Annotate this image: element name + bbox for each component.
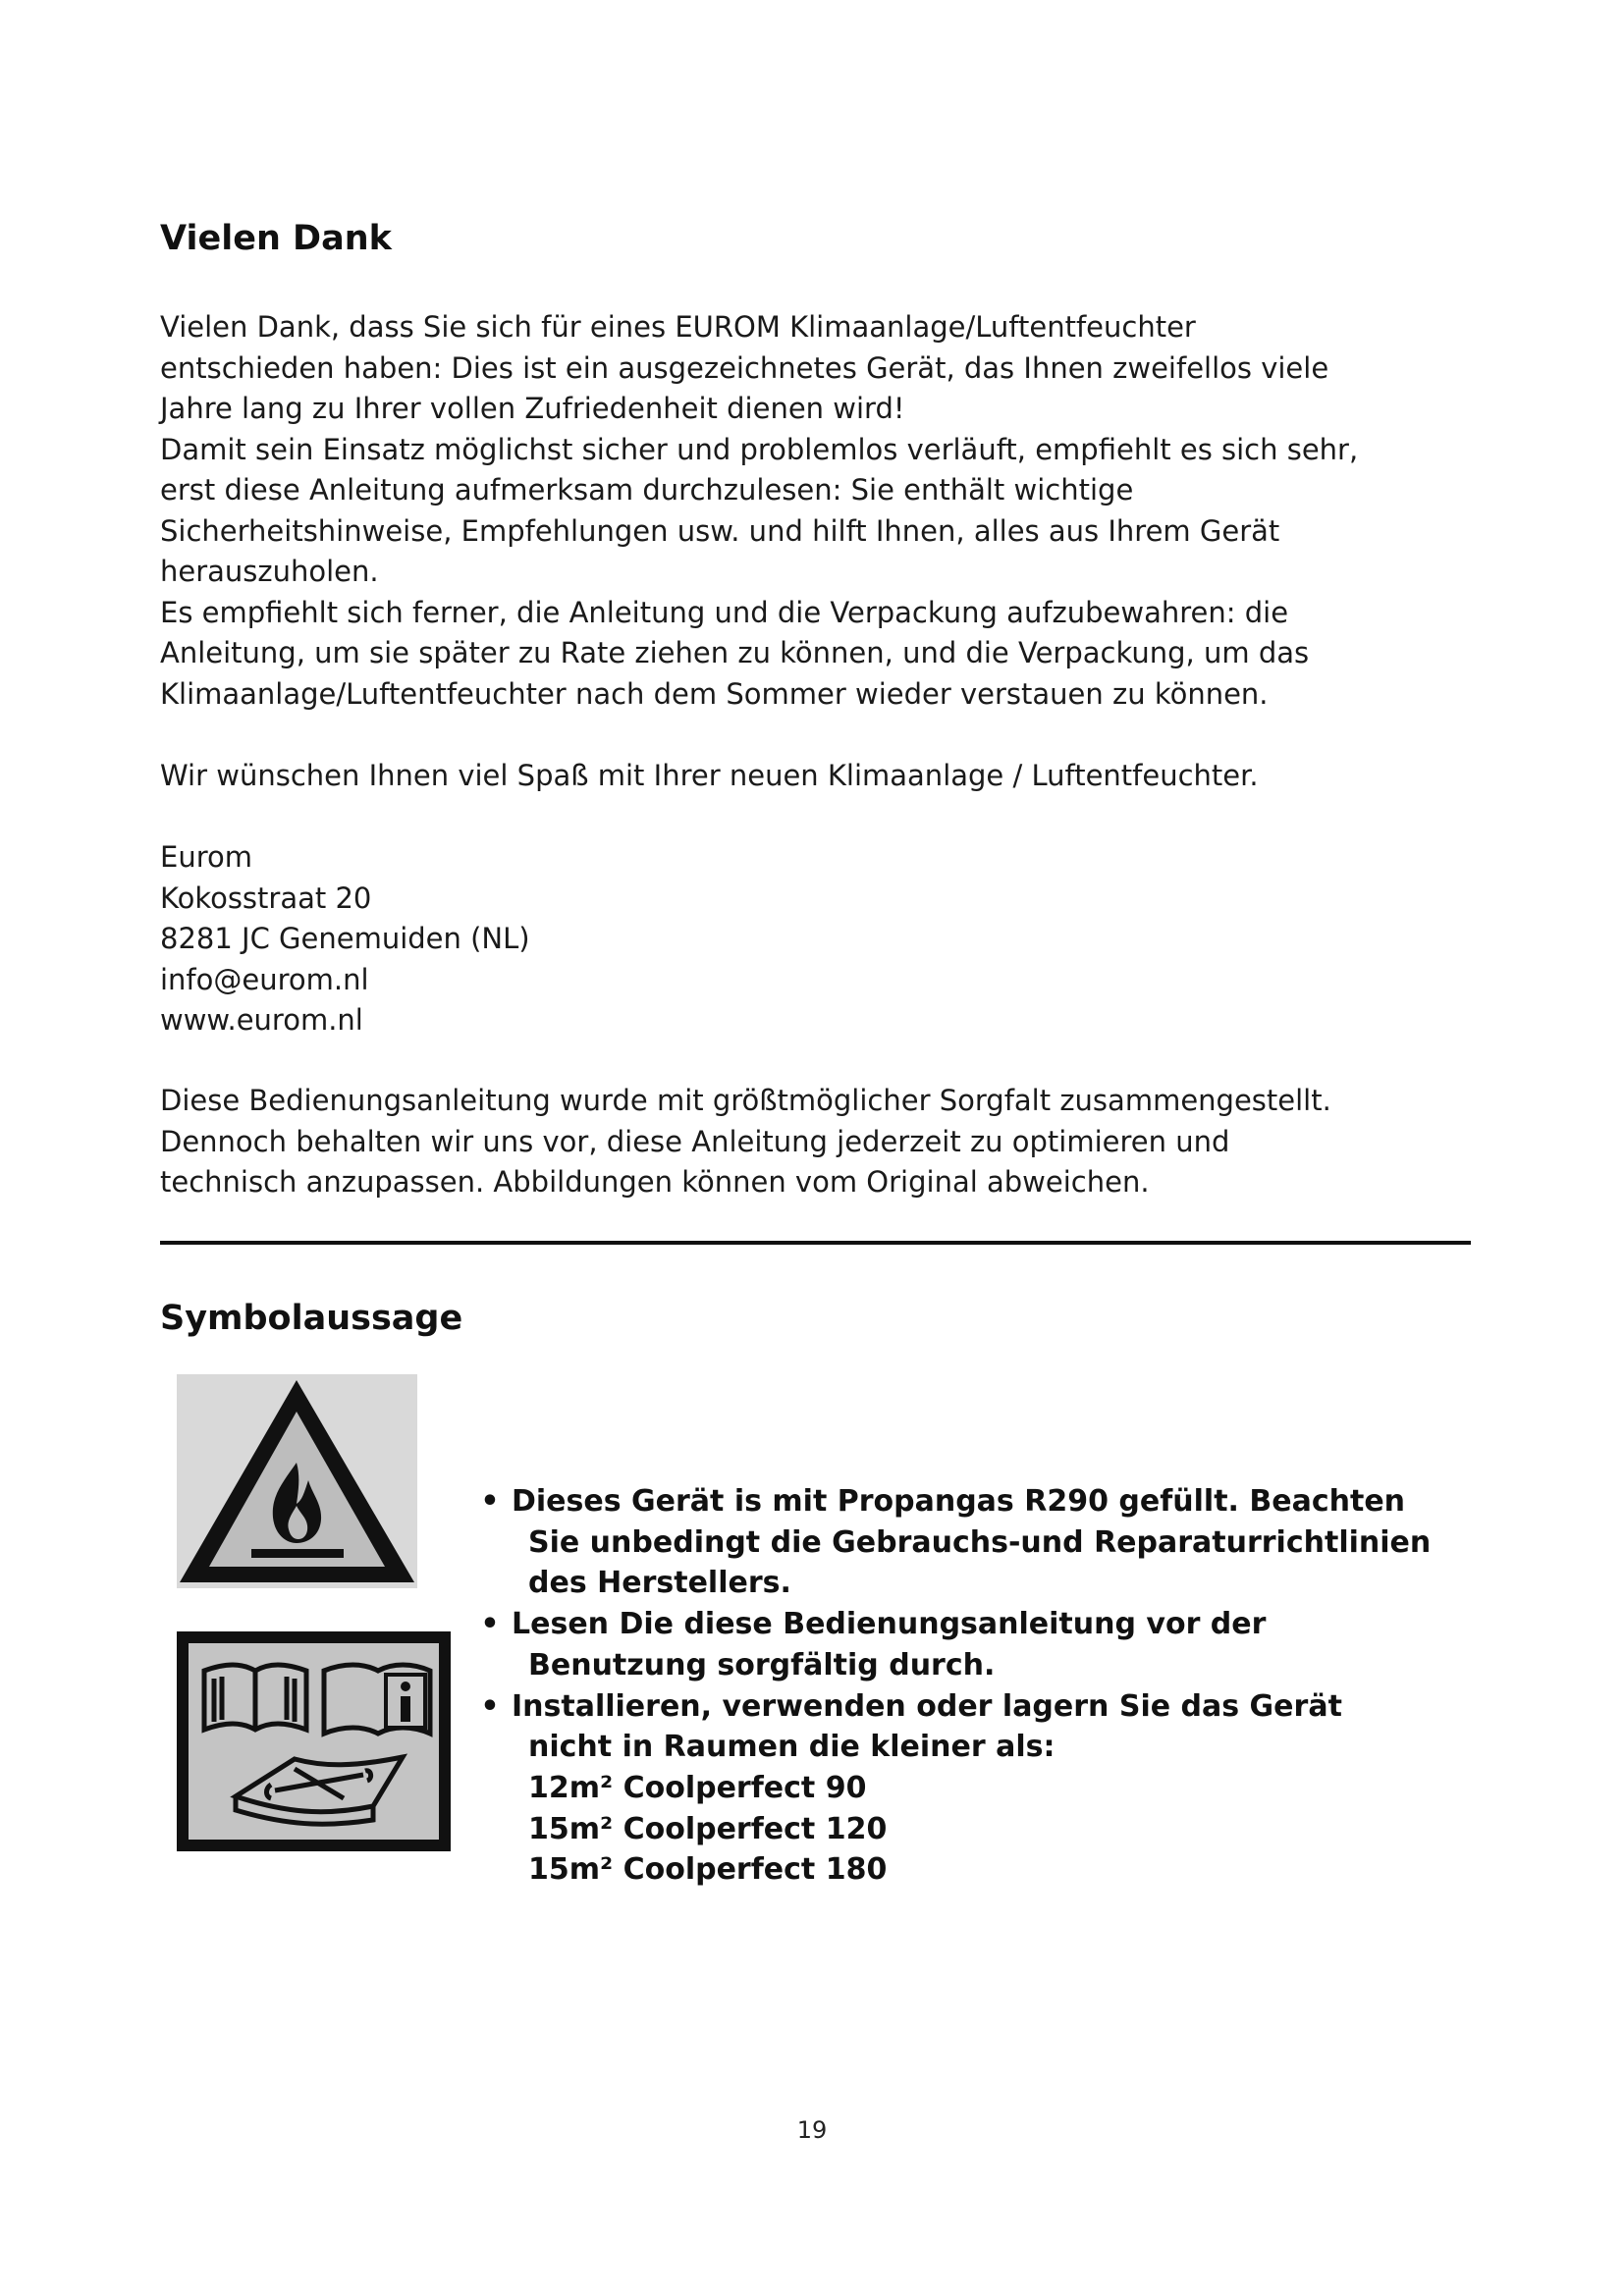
bullet-text: Lesen Die diese Bedienungsanleitung vor der [512, 1607, 1267, 1642]
intro-line: Anleitung, um sie später zu Rate ziehen zu können, und die Verpackung, um das [160, 636, 1310, 669]
bullet-text: Sie unbedingt die Gebrauchs-und Reparaturrichtlinien [528, 1524, 1432, 1560]
room-size-requirement: 12m² Coolperfect 90 [528, 1770, 867, 1805]
disclaimer-line: technisch anzupassen. Abbildungen können vom Original abweichen. [160, 1165, 1150, 1199]
intro-line: entschieden haben: Dies ist ein ausgezeichnetes Gerät, das Ihnen zweifellos viele [160, 350, 1329, 385]
intro-line: Es empfiehlt sich ferner, die Anleitung und die Verpackung aufzubewahren: die [160, 595, 1289, 629]
bullet-icon: • [480, 1484, 500, 1519]
wish-paragraph [160, 756, 1495, 797]
bullet-text: des Herstellers. [528, 1566, 791, 1601]
company-address [160, 837, 1495, 1041]
company-website: www.eurom.nl [160, 1003, 363, 1037]
section-divider [160, 1241, 1471, 1245]
bullet-text: Benutzung sorgfältig durch. [528, 1647, 996, 1682]
disclaimer-line: Dennoch behalten wir uns vor, diese Anleitung jederzeit zu optimieren und [160, 1124, 1230, 1158]
intro-paragraph [160, 307, 1495, 715]
company-email: info@eurom.nl [160, 962, 369, 996]
disclaimer-paragraph [160, 1081, 1495, 1203]
bullet-text: Dieses Gerät is mit Propangas R290 gefüllt. Beachten [512, 1484, 1406, 1519]
intro-line: Sicherheitshinweise, Empfehlungen usw. und hilft Ihnen, alles aus Ihrem Gerät [160, 513, 1280, 548]
section-title-symbols: Symbolaussage [160, 1299, 463, 1338]
disclaimer-line: Diese Bedienungsanleitung wurde mit größtmöglicher Sorgfalt zusammengestellt. [160, 1084, 1331, 1117]
list-item [476, 1686, 1497, 1892]
company-name: Eurom [160, 840, 252, 874]
list-item [476, 1481, 1497, 1604]
section-title-thanks: Vielen Dank [160, 219, 392, 258]
list-item [476, 1604, 1497, 1685]
intro-line: herauszuholen. [160, 555, 379, 588]
flammable-warning-icon [177, 1374, 417, 1588]
room-size-requirement: 15m² Coolperfect 180 [528, 1852, 888, 1888]
intro-line: erst diese Anleitung aufmerksam durchzulesen: Sie enthält wichtige [160, 473, 1134, 507]
intro-line: Jahre lang zu Ihrer vollen Zufriedenheit dienen wird! [160, 392, 905, 425]
company-street: Kokosstraat 20 [160, 881, 372, 915]
company-city: 8281 JC Genemuiden (NL) [160, 922, 530, 955]
bullet-text: nicht in Raumen die kleiner als: [528, 1730, 1056, 1765]
intro-line: Klimaanlage/Luftentfeuchter nach dem Sommer wieder verstauen zu können. [160, 676, 1269, 711]
symbol-notes-list [476, 1481, 1497, 1891]
page-number: 19 [796, 2116, 828, 2144]
wish-line: Wir wünschen Ihnen viel Spaß mit Ihrer neuen Klimaanlage / Luftentfeuchter. [160, 759, 1259, 792]
intro-line: Vielen Dank, dass Sie sich für eines EUROM Klimaanlage/Luftentfeuchter [160, 310, 1196, 344]
bullet-icon: • [480, 1688, 500, 1724]
bullet-text: Installieren, verwenden oder lagern Sie das Gerät [512, 1688, 1342, 1724]
bullet-icon: • [480, 1607, 500, 1642]
room-size-requirement: 15m² Coolperfect 120 [528, 1811, 888, 1846]
intro-line: Damit sein Einsatz möglichst sicher und problemlos verläuft, empfiehlt es sich sehr, [160, 432, 1359, 466]
read-manual-icon [177, 1631, 451, 1851]
